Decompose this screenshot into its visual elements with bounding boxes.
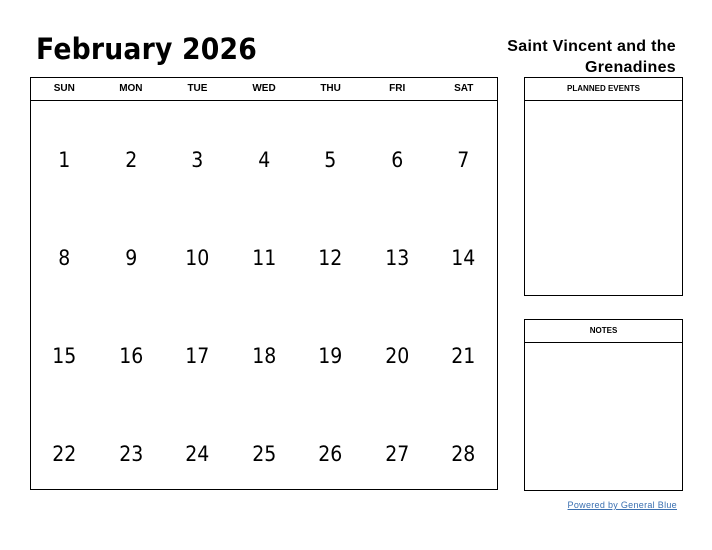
- day-cell: 9: [124, 246, 137, 270]
- planned-events-header: PLANNED EVENTS: [525, 78, 682, 101]
- weekday-label: WED: [252, 83, 276, 94]
- weekday-label: SAT: [454, 83, 474, 94]
- day-cell: 28: [451, 442, 476, 466]
- calendar-grid: [30, 77, 498, 490]
- notes-header: NOTES: [525, 320, 682, 343]
- powered-by-link[interactable]: Powered by General Blue: [567, 500, 677, 510]
- day-cell: 11: [251, 246, 277, 270]
- weekday-header-row: [31, 78, 497, 101]
- day-cell: 23: [118, 442, 143, 466]
- day-cell: 5: [324, 148, 337, 172]
- weekday-label: FRI: [389, 83, 406, 94]
- day-cell: 17: [185, 344, 210, 368]
- week-row: [31, 101, 497, 199]
- day-cell: 18: [251, 344, 277, 368]
- day-cell: 14: [451, 246, 476, 270]
- weekday-label: MON: [119, 83, 143, 94]
- day-cell: 8: [58, 246, 71, 270]
- day-cell: 26: [318, 442, 343, 466]
- weekday-label: SUN: [53, 83, 75, 94]
- day-cell: 20: [385, 344, 410, 368]
- day-cell: 27: [385, 442, 410, 466]
- weekday-label: THU: [320, 83, 341, 94]
- day-cell: 6: [391, 148, 404, 172]
- day-cell: 13: [385, 246, 410, 270]
- week-row: [31, 395, 497, 493]
- page-title: February 2026: [36, 32, 257, 66]
- day-cell: 24: [185, 442, 210, 466]
- day-cell: 15: [52, 344, 77, 368]
- week-row: [31, 199, 497, 297]
- day-cell: 16: [118, 344, 143, 368]
- day-cell: 21: [451, 344, 476, 368]
- day-cell: 12: [318, 246, 343, 270]
- weeks-container: [31, 101, 497, 493]
- day-cell: 25: [251, 442, 277, 466]
- day-cell: 10: [185, 246, 210, 270]
- day-cell: 3: [191, 148, 204, 172]
- weekday-label: TUE: [187, 83, 208, 94]
- day-cell: 4: [257, 148, 271, 172]
- day-cell: 2: [124, 148, 137, 172]
- planned-events-panel[interactable]: [524, 77, 683, 296]
- country-name: Saint Vincent and the Grenadines: [507, 38, 676, 76]
- day-cell: 22: [52, 442, 77, 466]
- day-cell: 19: [318, 344, 343, 368]
- day-cell: 7: [457, 148, 470, 172]
- day-cell: 1: [58, 148, 71, 172]
- week-row: [31, 297, 497, 395]
- notes-panel[interactable]: [524, 319, 683, 491]
